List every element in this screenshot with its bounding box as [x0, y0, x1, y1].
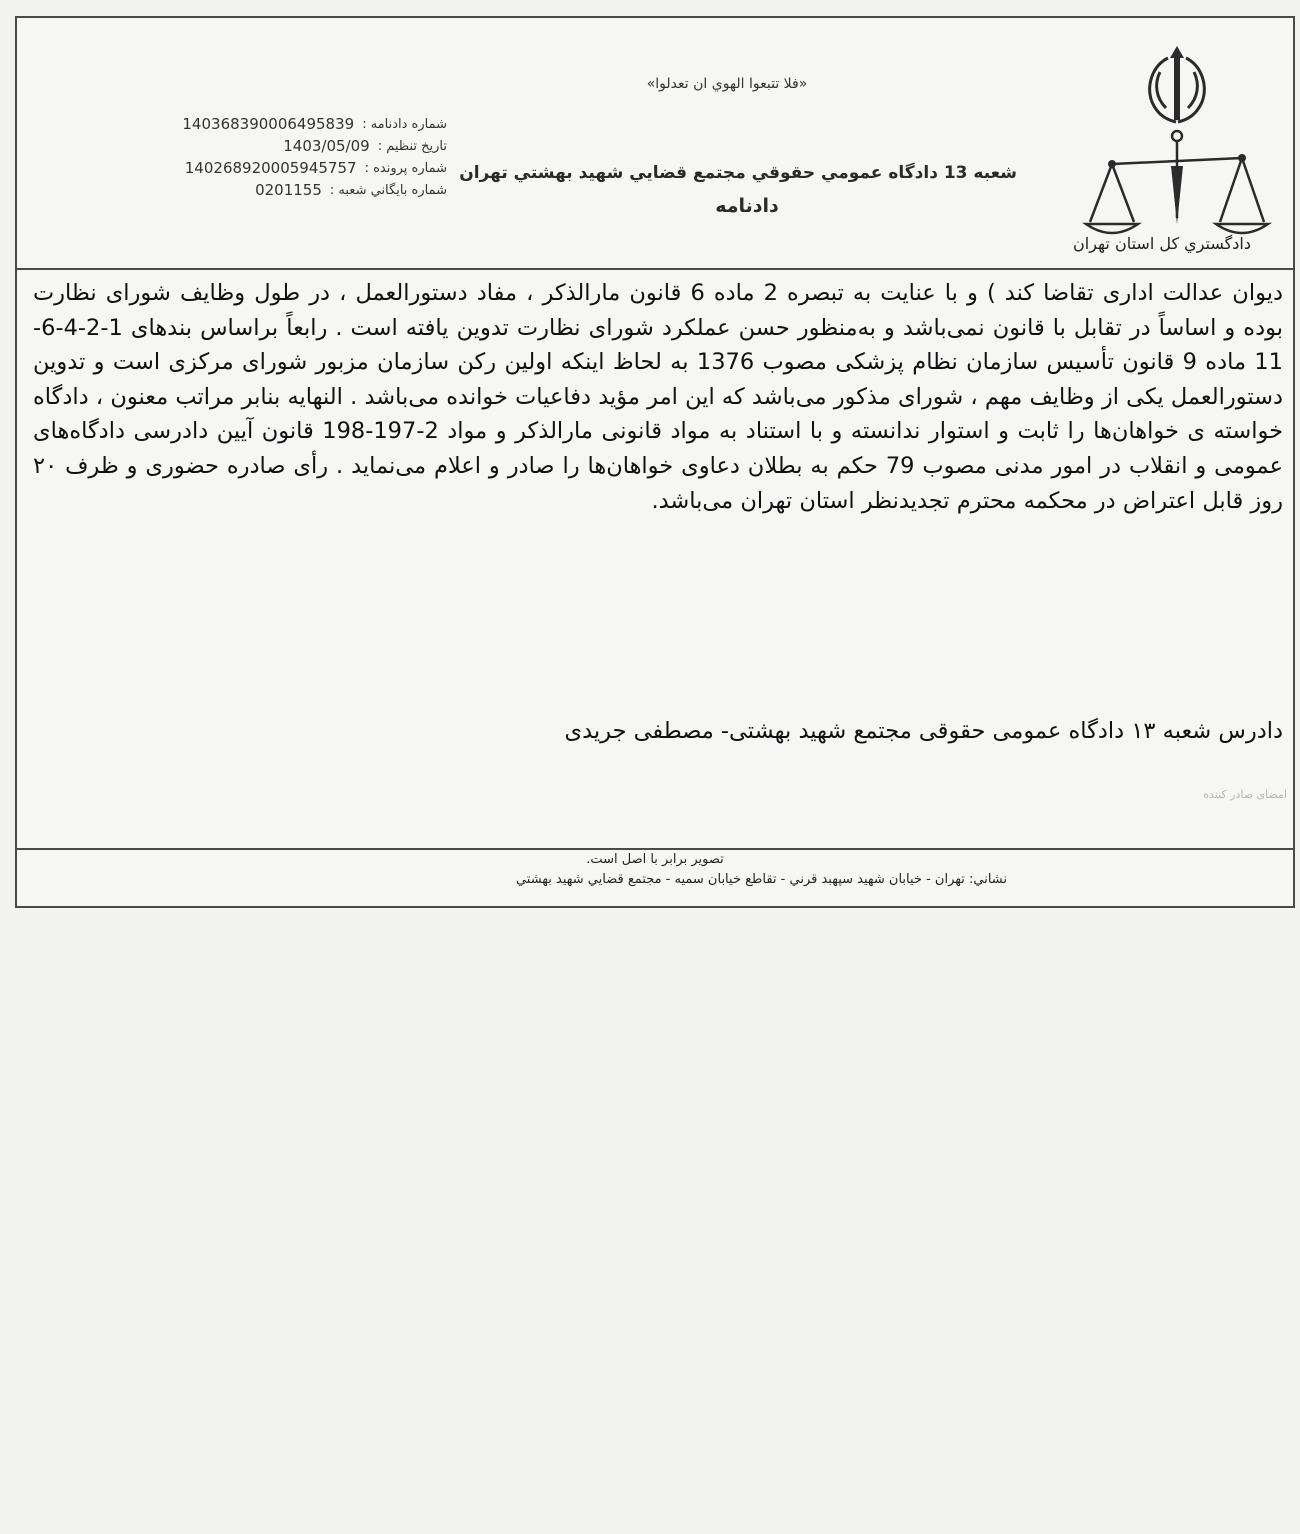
court-title: شعبه 13 دادگاه عمومي حقوقي مجتمع قضايي شهيد بهشتي تهران: [459, 163, 1017, 183]
iran-emblem-scales-of-justice-logo: [1072, 36, 1282, 256]
verdict-number-value: 140368390006495839: [182, 115, 355, 133]
verdict-number-label: شماره دادنامه :: [362, 116, 447, 132]
court-address: نشاني: تهران - خيابان شهيد سپهبد قرني - تقاطع خيابان سميه - مجتمع قضايي شهيد بهشتي: [515, 872, 1007, 887]
issue-date-label: تاريخ تنظيم :: [377, 138, 447, 154]
issue-date-row: [112, 135, 447, 157]
archive-number-label: شماره بايگاني شعبه :: [329, 182, 447, 198]
archive-number-value: 0201155: [255, 181, 322, 199]
issue-date-value: 1403/05/09: [283, 137, 370, 155]
case-number-row: [112, 157, 447, 179]
document-footer: [17, 848, 1293, 906]
archive-number-row: [112, 179, 447, 201]
case-metadata: [112, 113, 447, 201]
quran-verse: «فلا تتبعوا الهوي ان تعدلوا»: [646, 76, 808, 92]
verdict-body-text: ديوان عدالت اداری تقاضا کند ) و با عنايت به تبصره 2 ماده 6 قانون مارالذکر ، مفاد دستورالعمل ، در طول وظايف شورای نظارت بوده و اساساً در تقابل با قانون نمی‌باشد و به‌منظور حسن عملکرد شورای نظارت تدوين يافته است . رابعاً براساس بندهای 1-2-4-6-11 ماده 9 قانون تأسيس سازمان نظام پزشکی مصوب 1376 به لحاظ اينکه اولين رکن سازمان مزبور شورای مرکزی است و تدوين دستورالعمل يکی از وظايف مهم ، شورای مذکور می‌باشد که اين امر مؤيد دفاعيات خوانده می‌باشد . النهايه بنابر مراتب معنون ، دادگاه خواسته ی خواهان‌ها را ثابت و استوار ندانسته و با استناد به مواد قانونی مارالذکر و مواد 2-197-198 قانون آيين دادرسی دادگاه‌های عمومی و انقلاب در امور مدنی مصوب 79 حکم به بطلان دعاوی خواهان‌ها را صادر و اعلام می‌نمايد . رأی صادره حضوری و ظرف ۲۰ روز قابل اعتراض در محکمه محترم تجديدنظر استان تهران می‌باشد.: [33, 280, 1283, 514]
verdict-number-row: [112, 113, 447, 135]
judge-signature-line: دادرس شعبه ۱۳ دادگاه عمومی حقوقی مجتمع شهيد بهشتی- مصطفی جريدی: [564, 718, 1283, 744]
judiciary-name: دادگستري كل استان تهران: [1073, 234, 1251, 253]
document-frame: [15, 16, 1295, 908]
document-type-title: دادنامه: [715, 195, 779, 217]
case-number-value: 140268920005945757: [184, 159, 357, 177]
document-header: [17, 18, 1293, 270]
case-number-label: شماره پرونده :: [364, 160, 447, 176]
certified-copy-note: تصوير برابر با اصل است.: [586, 852, 724, 867]
signer-caption: امضای صادر کننده: [1203, 788, 1287, 801]
